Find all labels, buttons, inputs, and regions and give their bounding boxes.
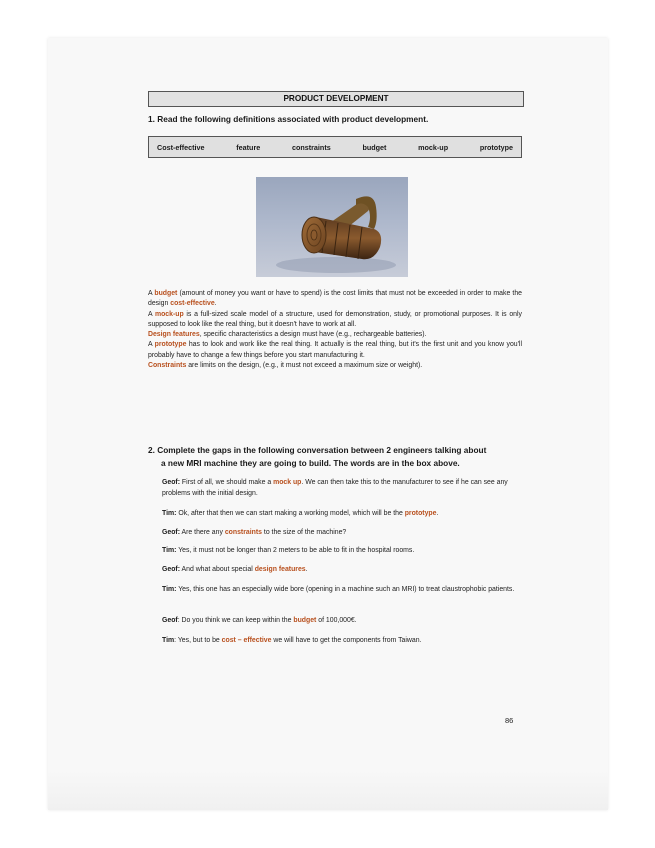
word-item: feature <box>236 142 261 152</box>
conversation-line: Geof: And what about special design features. <box>162 566 308 573</box>
definition-mock-up: A mock-up is a full-sized scale model of a structure, used for demonstration, study, or promotional purposes. It is only supposed to look like the real thing, but it doesn't have to work at all. <box>148 310 522 328</box>
word-item: prototype <box>479 142 513 152</box>
definition-budget: A budget (amount of money you want or have to spend) is the cost limits that must not be exceeded in order to make the design cost-effective. <box>148 290 522 308</box>
conversation-line: Geof: Do you think we can keep within the budget of 100,000€. <box>162 617 357 624</box>
word-item: mock-up <box>418 142 449 152</box>
definition-design-features: Design features, specific characteristics a design must have (e.g., rechargeable batteries). <box>148 331 427 339</box>
word-item: constraints <box>291 142 331 152</box>
word-box <box>148 136 522 158</box>
question-2: 2. Complete the gaps in the following conversation between 2 engineers talking about a new MRI machine they are going to build. The words are in the box above. <box>148 445 487 468</box>
page-title: PRODUCT DEVELOPMENT <box>148 91 524 107</box>
page-number: 86 <box>505 716 514 725</box>
prototype-photo <box>256 177 408 277</box>
conversation-line: Tim: Yes, it must not be longer than 2 meters to be able to fit in the hospital rooms. <box>162 547 415 554</box>
definition-prototype: A prototype has to look and work like the real thing. It actually is the real thing, but it's the first unit and you know you'll probably have to change a few things before you start manufacturing it. <box>148 341 522 359</box>
conversation-line: Geof: Are there any constraints to the size of the machine? <box>162 529 347 536</box>
question-1: 1. Read the following definitions associated with product development. <box>148 114 429 124</box>
conversation-line: Geof: First of all, we should make a mock up. We can then take this to the manufacturer to see if he can see any problems with the initial design. <box>162 479 508 497</box>
word-item: budget <box>362 142 387 152</box>
word-item: Cost-effective <box>157 142 205 152</box>
conversation-line: Tim: Yes, this one has an especially wide bore (opening in a machine such an MRI) to treat claustrophobic patients. <box>162 586 515 593</box>
hammer-object-image <box>256 177 408 277</box>
conversation-line: Tim: Yes, but to be cost – effective we will have to get the components from Taiwan. <box>162 637 422 644</box>
conversation-line: Tim: Ok, after that then we can start making a working model, which will be the prototype. <box>162 510 439 517</box>
definition-constraints: Constraints are limits on the design, (e.g., it must not exceed a maximum size or weight). <box>148 362 423 370</box>
definitions-block <box>148 289 522 371</box>
